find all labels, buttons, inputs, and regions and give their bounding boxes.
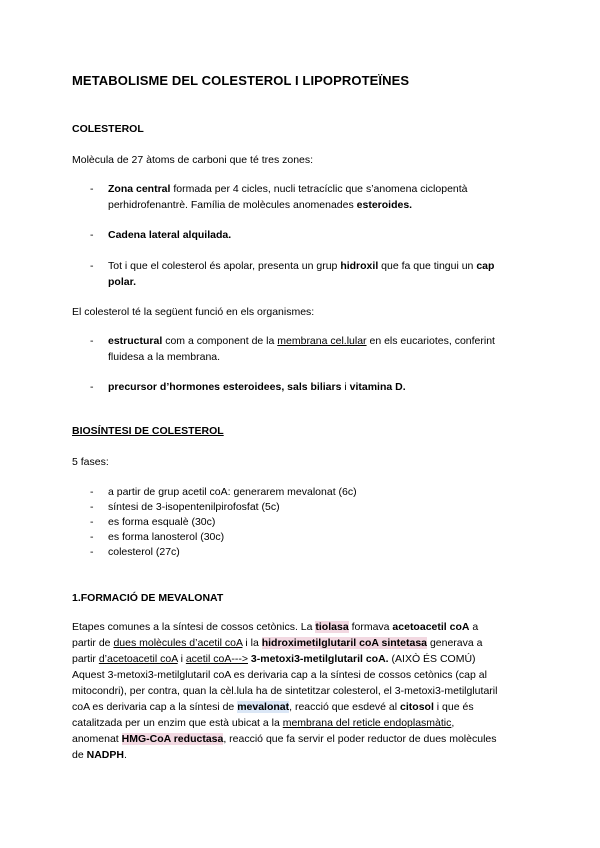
- function-item-precursor: precursor d’hormones esteroidees, sals biliars i vitamina D.: [108, 381, 406, 393]
- bullet-dash: -: [90, 501, 94, 513]
- phase-item: colesterol (27c): [108, 546, 180, 558]
- zone-item-central: Zona central formada per 4 cicles, nucli tetracíclic que s’anomena ciclopentà perhidrofenantrè. Família de molècules anomenades esteroides.: [108, 183, 468, 211]
- section-heading-mevalonat: 1.FORMACIÓ DE MEVALONAT: [72, 592, 224, 604]
- zone-item-cadena: Cadena lateral alquilada.: [108, 229, 232, 241]
- section-heading-colesterol: COLESTEROL: [72, 123, 144, 135]
- bullet-dash: -: [90, 229, 94, 241]
- phase-item: es forma lanosterol (30c): [108, 531, 225, 543]
- bullet-dash: -: [90, 183, 94, 195]
- function-intro: El colesterol té la següent funció en els organismes:: [72, 306, 315, 318]
- phase-item: síntesi de 3-isopentenilpirofosfat (5c): [108, 501, 280, 513]
- section-heading-biosintesi: BIOSÍNTESI DE COLESTEROL: [72, 425, 224, 437]
- bullet-dash: -: [90, 546, 94, 558]
- intro-text: Molècula de 27 àtoms de carboni que té tres zones:: [72, 154, 314, 166]
- phases-intro: 5 fases:: [72, 456, 109, 468]
- bullet-dash: -: [90, 516, 94, 528]
- link-membrana[interactable]: membrana cel.lular: [277, 335, 367, 347]
- function-item-estructural: estructural com a component de la membrana cel.lular en els eucariotes, conferint fluidesa a la membrana.: [108, 335, 495, 363]
- bullet-dash: -: [90, 335, 94, 347]
- mevalonat-paragraph: Etapes comunes a la síntesi de cossos cetònics. La tiolasa formava acetoacetil coA a partir de dues molècules d’acetil coA i la hidroximetilglutaril coA sintetasa generava a partir d’acetoacetil coA i acetil coA---> 3-metoxi3-metilglutaril coA. (AIXÒ ÉS COMÚ) Aquest 3-metoxi3-metilglutaril coA es derivaria cap a la síntesi de cossos cetònics (cap al mitocondri), per contra, quan la cèl.lula ha de sintetitzar colesterol, el 3-metoxi3-metilglutaril coA es derivaria cap a la síntesi de mevalonat, reacció que esdevé al citosol i que és catalitzada per un enzim que està ubicat a la membrana del reticle endoplasmàtic, anomenat HMG-CoA reductasa, reacció que fa servir el poder reductor de dues molècules de NADPH.: [72, 621, 498, 761]
- zone-item-hidroxil: Tot i que el colesterol és apolar, presenta un grup hidroxil que fa que tingui un cap polar.: [108, 260, 495, 288]
- document-title: METABOLISME DEL COLESTEROL I LIPOPROTEÏNES: [72, 73, 410, 88]
- phase-item: es forma esqualè (30c): [108, 516, 216, 528]
- bullet-dash: -: [90, 486, 94, 498]
- bullet-dash: -: [90, 260, 94, 272]
- phase-item: a partir de grup acetil coA: generarem mevalonat (6c): [108, 486, 357, 498]
- bullet-dash: -: [90, 381, 94, 393]
- bullet-dash: -: [90, 531, 94, 543]
